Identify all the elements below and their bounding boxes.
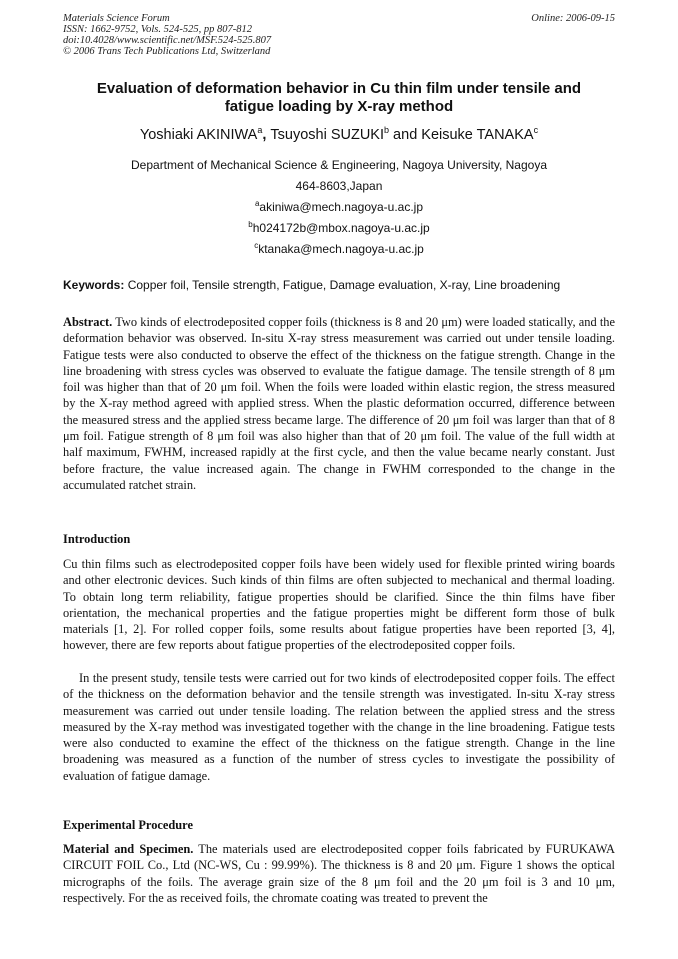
abstract-paragraph bbox=[63, 314, 615, 493]
email-a-mark: a bbox=[254, 199, 260, 208]
email-b-mark: b bbox=[248, 220, 253, 229]
experimental-heading: Experimental Procedure bbox=[63, 818, 193, 832]
abstract-text: Two kinds of electrodeposited copper foils (thickness is 8 and 20 μm) were loaded statically, and the deformation behavior was observed. In-situ X-ray stress measurement was carried out under tensile loading. Fatigue tests were also conducted to observe the effect of the thickness on the fatigue strength. Change in the line broadening with stress cycles was observed to evaluate the fatigue damage. The tensile strength of 8 μm foil was higher than that of 20 μm foil. When the foils were loaded within elastic region, the stress measured by the X-ray method agreed with applied stress. When the plastic deformation occurred, difference between the measured stress and the applied stress became large. The difference of 20 μm foil was larger than that of 8 μm foil. Fatigue strength of 8 μm foil was also higher than that of 20 μm foil. The value of the full width at half maximum, FWHM, increased rapidly at the first cycle, and then the value became nearly constant. Just before fracture, the value increased again. The change in FWHM corresponded to the change in the accumulated ratchet strain. bbox=[63, 315, 615, 492]
author-3-affil-mark: c bbox=[533, 125, 539, 136]
copyright-line: © 2006 Trans Tech Publications Ltd, Switzerland bbox=[63, 46, 271, 57]
author-separator: and bbox=[389, 127, 422, 143]
author-1-affil-mark: a bbox=[257, 125, 263, 136]
author-separator: , bbox=[262, 127, 271, 143]
introduction-paragraph-1: Cu thin films such as electrodeposited copper foils have been widely used for flexible printed wiring boards and other electronic devices. Such kinds of thin films are often subjected to mechanical and thermal loading. To obtain long term reliability, fatigue properties should be clarified. Since the thin films have fiber orientation, the mechanical properties and the fatigue properties might be different form those of bulk materials [1, 2]. For rolled copper foils, some results about fatigue properties have been reported [3, 4], however, there are few reports about fatigue properties of the electrodeposited copper foils. bbox=[63, 557, 615, 653]
doi-line: doi:10.4028/www.scientific.net/MSF.524-525.807 bbox=[63, 35, 272, 46]
online-date: Online: 2006-09-15 bbox=[531, 13, 615, 24]
affiliation-line-1: Department of Mechanical Science & Engineering, Nagoya University, Nagoya bbox=[131, 158, 547, 172]
author-2-affil-mark: b bbox=[384, 125, 390, 136]
email-b bbox=[63, 218, 615, 239]
material-specimen-text: The materials used are electrodeposited copper foils fabricated by FURUKAWA CIRCUIT FOIL Co., Ltd (NC-WS, Cu : 99.99%). The thickness is 8 and 20 μm. Figure 1 shows the optical micrographs of the foils. The average grain size of the 8 μm foil and the 20 μm foil is 3 and 10 μm, respectively. For the as received foils, the chromate coating was treated to prevent the bbox=[63, 842, 615, 905]
introduction-paragraph-2: In the present study, tensile tests were carried out for two kinds of electrodeposited copper foils. The effect of the thickness on the deformation behavior and the tensile strength was investigated. In-situ X-ray stress measurement was carried out under tensile loading. The relation between the applied stress and the stress measured by the X-ray method was investigated together with the change in the line broadening. Fatigue tests were also conducted to examine the effect of the thickness on the fatigue strength. Change in the line broadening was measured as a function of the number of stress cycles to investigate the possibility of evaluation of fatigue damage. bbox=[63, 671, 615, 783]
email-b-address: h024172b@mbox.nagoya-u.ac.jp bbox=[252, 221, 430, 235]
author-3: Keisuke TANAKA bbox=[421, 127, 534, 143]
author-2: Tsuyoshi SUZUKI bbox=[270, 127, 385, 143]
email-c-address: ktanaka@mech.nagoya-u.ac.jp bbox=[258, 242, 424, 256]
affiliation-line-2: 464-8603,Japan bbox=[295, 179, 383, 193]
material-specimen-label: Material and Specimen. bbox=[63, 842, 194, 856]
journal-header bbox=[63, 13, 271, 57]
title-line-2: fatigue loading by X-ray method bbox=[224, 98, 454, 115]
email-a-address: akiniwa@mech.nagoya-u.ac.jp bbox=[259, 200, 424, 214]
material-specimen-paragraph bbox=[63, 841, 615, 906]
journal-name: Materials Science Forum bbox=[63, 13, 170, 24]
email-c-mark: c bbox=[254, 241, 259, 250]
email-a bbox=[63, 197, 615, 218]
keywords-label: Keywords: bbox=[63, 278, 125, 292]
email-c bbox=[63, 239, 615, 260]
affiliation-block bbox=[63, 155, 615, 260]
paper-title bbox=[63, 80, 615, 116]
abstract-label: Abstract. bbox=[63, 315, 113, 329]
keywords-text: Copper foil, Tensile strength, Fatigue, Damage evaluation, X-ray, Line broadening bbox=[124, 278, 561, 292]
author-1: Yoshiaki AKINIWA bbox=[139, 127, 258, 143]
author-list bbox=[63, 126, 615, 144]
issn-line: ISSN: 1662-9752, Vols. 524-525, pp 807-812 bbox=[63, 24, 252, 35]
keywords-line bbox=[63, 277, 615, 293]
title-line-1: Evaluation of deformation behavior in Cu thin film under tensile and bbox=[96, 80, 582, 97]
introduction-heading: Introduction bbox=[63, 532, 131, 546]
